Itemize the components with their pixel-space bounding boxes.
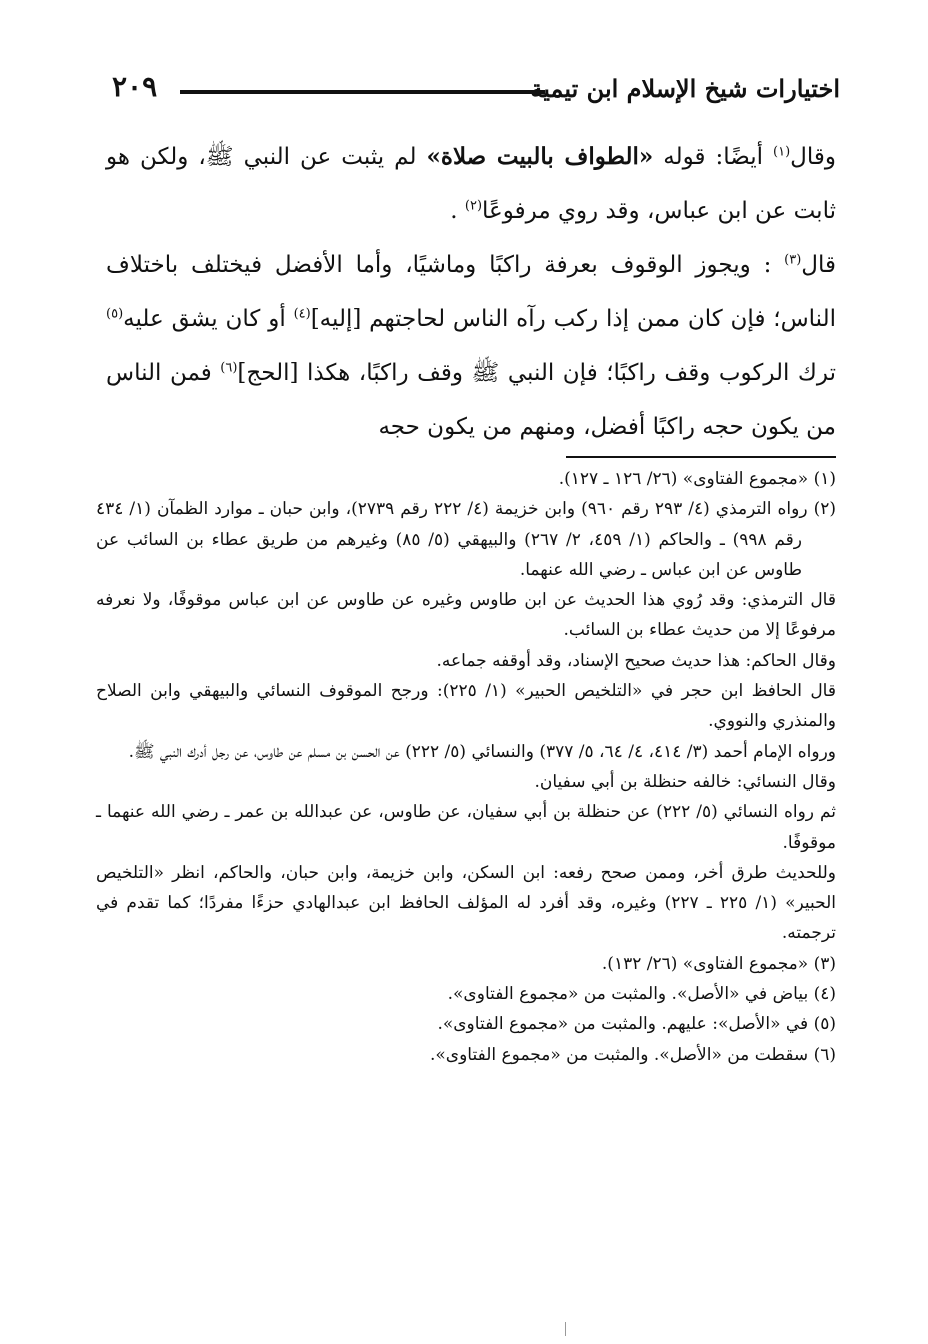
- book-title: اختيارات شيخ الإسلام ابن تيمية: [530, 74, 840, 103]
- footnote-3: (٣) «مجموع الفتاوى» (٢٦/ ١٣٢).: [601, 953, 836, 974]
- para2-text-d: فمن الناس من يكون حجه راكبًا أفضل، ومنهم من يكون حجه: [106, 360, 836, 440]
- footnote-ref-3: (٣): [784, 252, 802, 268]
- footnote-2-other-routes: وللحديث طرق أخر، وممن صحح رفعه: ابن السكن، وابن خزيمة، وابن حبان، والحاكم، انظر «التلخيص الحبير» (١/ ٢٢٥ ـ ٢٢٧) وغيره، وقد أفرد له المؤلف الحافظ ابن عبدالهادي حزءًا مفردًا؛ كما تقدم في ترجمته.: [96, 862, 836, 944]
- para2-text-a: : ويجوز الوقوف بعرفة راكبًا وماشيًا، وأما الأفضل فيختلف باختلاف الناس؛ فإن كان ممن إذا ركب رآه الناس لحاجتهم [إليه]: [106, 252, 837, 332]
- footnote-2-tirmidhi: قال الترمذي: وقد رُوي هذا الحديث عن ابن طاوس وغيره عن طاوس عن ابن عباس موقوفًا، ولا نعرفه مرفوعًا إلا من حديث عطاء بن السائب.: [96, 590, 836, 641]
- main-text: [106, 130, 836, 454]
- footnote-ref-6: (٦): [220, 360, 238, 376]
- footnote-2-ahmad: ورواه الإمام أحمد (٣/ ٤١٤، ٤/ ٦٤، ٥/ ٣٧٧) والنسائي (٥/ ٢٢٢) عن الحسن بن مسلم عن طاوس، عن رجل أدرك النبي ﷺ.: [128, 741, 836, 762]
- footnote-2-ibn-hajar: قال الحافظ ابن حجر في «التلخيص الحبير» (١/ ٢٢٥): ورجح الموقوف النسائي والبيهقي وابن الصلاح والمنذري والنووي.: [96, 681, 836, 732]
- footnote-2-hanzala: ثم رواه النسائي (٥/ ٢٢٢) عن حنظلة بن أبي سفيان، عن طاوس، عن عبدالله بن عمر ـ رضي الله عنهما ـ موقوفًا.: [96, 802, 837, 853]
- para1-mid: أيضًا: قوله: [663, 144, 764, 170]
- footnote-5: (٥) في «الأصل»: عليهم. والمثبت من «مجموع الفتاوى».: [437, 1014, 836, 1035]
- footnote-ref-5: (٥): [106, 306, 124, 322]
- footnote-separator: [566, 456, 836, 458]
- footnote-4: (٤) بياض في «الأصل». والمثبت من «مجموع الفتاوى».: [447, 984, 836, 1005]
- hadith-quote: «الطواف بالبيت صلاة»: [426, 143, 654, 170]
- footnote-6: (٦) سقطت من «الأصل». والمثبت من «مجموع الفتاوى».: [429, 1044, 836, 1065]
- para1-rest: لم يثبت عن النبي ﷺ، ولكن هو ثابت عن ابن عباس، وقد روي مرفوعًا: [106, 144, 836, 224]
- para2-opening: قال: [801, 252, 836, 278]
- paragraph-tawaf: [106, 130, 836, 238]
- scan-margin-mark: [565, 1322, 572, 1336]
- footnote-ref-2: (٢): [464, 198, 483, 214]
- para1-opening: وقال: [790, 144, 836, 170]
- footnote-2-hakim: وقال الحاكم: هذا حديث صحيح الإسناد، وقد أوقفه جماعه.: [436, 650, 836, 671]
- footnote-2: (٢) رواه الترمذي (٤/ ٢٩٣ رقم ٩٦٠) وابن خزيمة (٤/ ٢٢٢ رقم ٢٧٣٩)، وابن حبان ـ موارد الظمآن (١/ ٤٣٤ رقم ٩٩٨) ـ والحاكم (١/ ٤٥٩، ٢/ ٢٦٧) والبيهقي (٥/ ٨٥) وغيرهم من طريق عطاء بن السائب عن طاوس عن ابن عباس ـ رضي الله عنهما.: [96, 499, 837, 580]
- para2-text-b: أو كان يشق عليه: [123, 306, 286, 332]
- page-number: ٢٠٩: [112, 70, 158, 103]
- footnote-ref-4: (٤): [293, 306, 311, 322]
- para1-end: .: [450, 198, 458, 224]
- footnotes: [96, 464, 836, 1070]
- paragraph-arafah: [106, 238, 836, 454]
- running-header: [100, 70, 840, 110]
- header-rule: [180, 90, 545, 94]
- footnote-1: (١) «مجموع الفتاوى» (٢٦/ ١٢٦ ـ ١٢٧).: [558, 469, 836, 489]
- footnote-2-nasai: وقال النسائي: خالفه حنظلة بن أبي سفيان.: [534, 771, 836, 792]
- para2-text-c: ترك الركوب وقف راكبًا؛ فإن النبي ﷺ وقف راكبًا، هكذا [الحج]: [237, 360, 836, 386]
- footnote-ref-1: (١): [773, 144, 791, 160]
